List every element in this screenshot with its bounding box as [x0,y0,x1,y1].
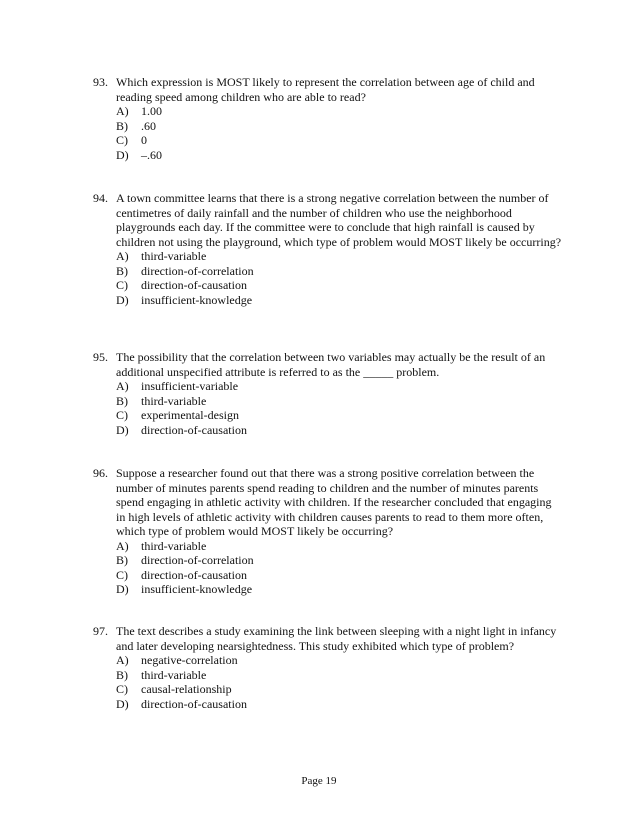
question-number: 97. [93,624,108,638]
option-text: –.60 [141,147,162,162]
answer-option-d [116,293,563,308]
option-letter: A) [116,538,129,553]
answer-option-a [116,653,563,668]
option-text: experimental-design [141,408,239,422]
answer-option-c [116,568,563,583]
option-letter: D) [116,292,129,307]
question-text: The text describes a study examining the link between sleeping with a night light in infancy and later developing nearsightedness. This study exhibited which type of problem? [116,624,557,653]
option-text: third-variable [141,249,207,263]
answer-option-d [116,148,563,163]
option-letter: D) [116,147,129,162]
answer-option-a [116,539,563,554]
answer-option-d [116,582,563,597]
option-text: 1.00 [141,104,162,118]
option-text: third-variable [141,538,207,553]
question-text: The possibility that the correlation between two variables may actually be the result of an additional unspecified attribute is referred to as the _____ problem. [116,350,546,379]
option-letter: B) [116,393,128,408]
question-97 [93,624,563,711]
page-number: Page 19 [301,775,337,787]
answer-options [116,249,563,307]
option-letter: A) [116,379,129,393]
option-letter: C) [116,408,128,422]
question-93 [93,75,563,162]
option-letter: B) [116,263,128,278]
option-letter: D) [116,696,129,711]
option-letter: A) [116,249,129,263]
answer-option-b [116,553,563,568]
question-number: 96. [93,466,108,480]
option-text: .60 [141,118,156,133]
answer-option-b [116,264,563,279]
answer-options [116,104,563,162]
option-letter: C) [116,278,128,292]
option-text: direction-of-causation [141,278,247,292]
answer-option-a [116,379,563,394]
option-letter: B) [116,667,128,682]
question-number: 94. [93,191,108,205]
option-letter: A) [116,653,129,667]
option-text: direction-of-causation [141,567,247,582]
answer-option-b [116,668,563,683]
option-text: third-variable [141,667,207,682]
answer-option-d [116,423,563,438]
answer-option-d [116,697,563,712]
option-letter: D) [116,582,129,596]
option-letter: A) [116,104,129,118]
option-text: insufficient-knowledge [141,582,253,596]
question-text: A town committee learns that there is a strong negative correlation between the number of centimetres of daily rainfall and the number of children who use the neighborhood playgrounds each day. If the committee were to conclude that high rainfall is caused by children not using the playground, which type of problem would MOST likely be occurring? [116,191,562,249]
option-text: direction-of-causation [141,696,247,711]
option-letter: C) [116,682,128,696]
question-95 [93,350,563,437]
option-letter: C) [116,133,128,147]
question-96 [93,466,563,597]
answer-option-c [116,133,563,148]
question-text: Suppose a researcher found out that there was a strong positive correlation between the number of minutes parents spend reading to children and the number of minutes parents spend engaging in athletic activity with children. If the researcher concluded that engaging in high levels of athletic activity with children causes parents to read to them more often, which type of problem would MOST likely be occurring? [116,466,552,538]
option-letter: D) [116,422,129,437]
option-text: direction-of-correlation [141,263,254,278]
question-number: 93. [93,75,108,89]
question-text: Which expression is MOST likely to represent the correlation between age of child and reading speed among children who are able to read? [116,75,535,104]
answer-options [116,379,563,437]
question-94 [93,191,563,307]
answer-option-b [116,394,563,409]
option-text: causal-relationship [141,682,232,696]
option-text: direction-of-causation [141,422,247,437]
option-text: third-variable [141,393,207,408]
answer-option-c [116,278,563,293]
option-text: direction-of-correlation [141,553,254,567]
answer-option-a [116,249,563,264]
option-text: 0 [141,133,147,147]
option-text: negative-correlation [141,653,238,667]
option-letter: B) [116,118,128,133]
answer-option-a [116,104,563,119]
answer-option-c [116,408,563,423]
answer-option-c [116,682,563,697]
answer-option-b [116,119,563,134]
answer-options [116,653,563,711]
option-text: insufficient-knowledge [141,292,253,307]
answer-options [116,539,563,597]
option-letter: C) [116,567,128,582]
question-number: 95. [93,350,108,364]
option-letter: B) [116,553,128,567]
option-text: insufficient-variable [141,379,239,393]
